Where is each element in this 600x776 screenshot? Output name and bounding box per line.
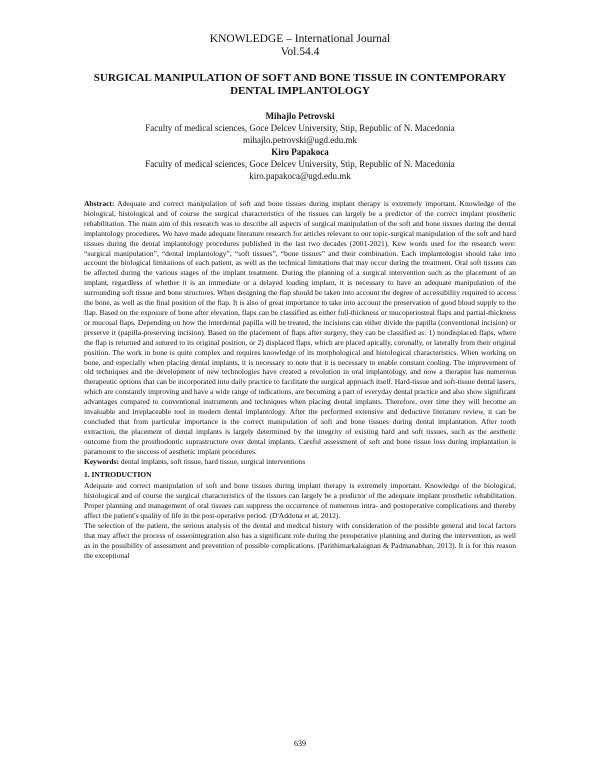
page-number: 639 [294,739,306,748]
introduction-section [84,470,516,560]
author-email: kiro.papakoca@ugd.edu.mk [249,171,351,181]
journal-name: KNOWLEDGE – International Journal [209,33,391,45]
author-email: mihajlo.petrovski@ugd.edu.mk [242,135,358,145]
journal-volume: Vol.54.4 [280,46,320,58]
introduction-paragraph-1: Adequate and correct manipulation of soft and bone tissues during implant therapy is extremely important. Knowledge of the biological, histological and of course the surgical characteristics of the tissues can largely be a predictor of the adequate implant prosthetic rehabilitation. Proper planning and management of oral tissues can suppress the occurrence of numerous intra- and postoperative complications and thereby affect the patient's quality of life in the post-operative period. (D'Addona et al, 2012). [84,481,516,521]
keywords-label: Keywords: [84,456,119,466]
keywords-paragraph [84,457,516,467]
paper-title [70,72,530,98]
introduction-paragraph-2: The selection of the patient, the serious analysis of the dental and medical history with consideration of the possible general and local factors that may affect the process of osseointegration also has a significant role during the preoperative planning and during the intervention, as well as in the possibility of assessment and prevention of possible complications. (Parithimarkalaignan & Padmanabhan, 2013). It is for this reason the exceptional [84,521,516,560]
keywords-text: dental implants, soft tissue, hard tissue, surgical interventions [119,456,306,466]
author-affiliation: Faculty of medical sciences, Goce Delcev University, Stip, Republic of N. Macedonia [145,159,455,169]
paper-title-line-1: SURGICAL MANIPULATION OF SOFT AND BONE TISSUE IN CONTEMPORARY [93,72,507,84]
author-name: Mihajlo Petrovski [265,111,335,121]
author-block [80,110,520,182]
abstract-text: Adequate and correct manipulation of soft and bone tissues during implant therapy is extremely important. Knowledge of the biological, histological and of course the surgical characteristics of the tissues can largely be a predictor of the correct implant prosthetic rehabilitation. The main aim of this research was to describe all aspects of surgical manipulation of the soft and bone tissues during the dental implantology procedures. We have made adequate literature research for articles relevant to our topic-surgical manipulation of the soft and hard tissues during the dental implantology procedures published in the last two decades (2001-2021). Kew words used for the research were: “surgical manipulation”, “dental implantology”, “soft tissues”, “bone tissues” and their combination. Each implantologist should take into account the biological limitations of each patient, as well as the technical limitations that may occur during the treatment. Oral soft tissues can be affected during the various stages of the implant treatment. During the planning of a surgical intervention such as the placement of an implant, regardless of whether it is an immediate or a delayed loading implant, it is necessary to have an adequate manipulation of the surrounding soft tissue and bone structures. When designing the flap should be taken into account the degree of accessibility required to access the bone, as well as the final position of the flap. It is also of great importance to take into account the preservation of good blood supply to the flap. Based on the exposure of bone after elevation, flaps can be classified as either full-thickness or mucoperiosteal flaps and partial-thickness or mucosal flaps. Depending on how the interdental papilla will be treated, the incisions can either divide the papilla (conventional incision) or preserve it (papilla-preserving incision). Based on the placement of flaps after surgery, they can be classified as: 1) nondisplaced flaps, where the flap is returned and sutured to its original position, or 2) displaced flaps, which are placed apically, coronally, or laterally from their original position. The work in bone is quite complex and requires knowledge of its morphological and histological characteristics. When working on bone, and especially when placing dental implants, it is necessary to note that it is necessary to enable constant cooling. The improvement of old techniques and the development of new technologies have created a revolution in oral implantology, and now a therapist has numerous therapeutic options that can be incorporated into daily practice to facilitate the surgical approach itself. Hard-tissue and soft-tissue dental lasers, which are constantly improving and have a wide range of indications, are becoming a part of everyday dental practice and also show significant advantages compared to conventional instruments and techniques when placing dental implants. Therefore, over time they will become an invaluable and irreplaceable tool in modern dental implantology. After the performed extensive and deductive literature review, it can be concluded that from particular importance is the correct manipulation of soft and bone tissues during dental implantation. After tooth extraction, the placement of dental implants is largely determined by the integrity of existing hard and soft tissues, such as the aesthetic outcome from the prosthodontic suprastructure over dental implants. Careful assessment of soft and bone tissue loss during implantation is paramount to the success of aesthetic implant procedures. [84,199,516,456]
main-text [84,199,516,561]
abstract-label: Abstract: [84,199,115,208]
abstract-paragraph [84,199,516,457]
author-affiliation: Faculty of medical sciences, Goce Delcev University, Stip, Republic of N. Macedonia [145,123,455,133]
author-name: Kiro Papakoca [271,147,329,157]
paper-title-line-2: DENTAL IMPLANTOLOGY [230,85,370,97]
section-heading: 1. INTRODUCTION [84,470,152,480]
journal-header [0,33,600,59]
